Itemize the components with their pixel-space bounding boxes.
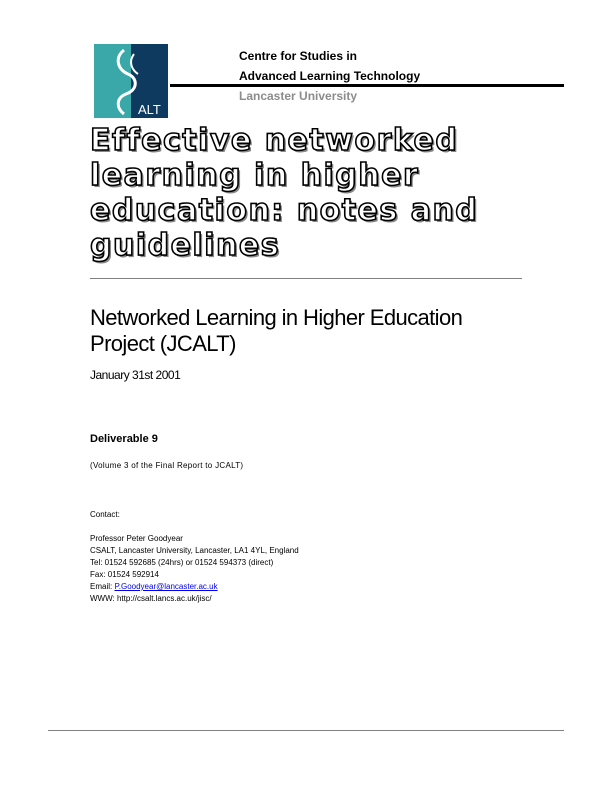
university-name: Lancaster University xyxy=(239,89,358,103)
footer-rule xyxy=(48,730,564,731)
contact-details xyxy=(90,533,299,605)
contact-www: WWW: http://csalt.lancs.ac.uk/jisc/ xyxy=(90,594,212,603)
subtitle-line: Networked Learning in Higher Education xyxy=(90,305,463,330)
email-link[interactable]: P.Goodyear@lancaster.ac.uk xyxy=(114,582,218,591)
header-rule xyxy=(170,84,564,87)
title-rule xyxy=(90,278,522,279)
logo-text: ALT xyxy=(138,102,161,117)
contact-label: Contact: xyxy=(90,510,120,519)
title-line: learning in higher xyxy=(90,158,420,193)
project-subtitle xyxy=(90,305,530,357)
title-line: guidelines xyxy=(90,228,281,263)
logo-teal-panel xyxy=(94,44,131,118)
contact-fax: Fax: 01524 592914 xyxy=(90,570,159,579)
volume-note: (Volume 3 of the Final Report to JCALT) xyxy=(90,461,244,470)
title-line: Effective networked xyxy=(90,123,459,158)
title-line: education: notes and xyxy=(90,193,479,228)
document-title xyxy=(90,123,550,263)
csalt-logo xyxy=(94,44,168,118)
contact-address: CSALT, Lancaster University, Lancaster, LA1 4YL, England xyxy=(90,546,299,555)
org-name-line1: Centre for Studies in xyxy=(239,49,358,63)
subtitle-line: Project (JCALT) xyxy=(90,331,236,356)
contact-name: Professor Peter Goodyear xyxy=(90,534,183,543)
deliverable-label: Deliverable 9 xyxy=(90,433,158,445)
contact-tel: Tel: 01524 592685 (24hrs) or 01524 594373 (direct) xyxy=(90,558,274,567)
email-prefix: Email: xyxy=(90,582,115,591)
document-date: January 31st 2001 xyxy=(90,368,181,382)
contact-email-row xyxy=(90,581,299,593)
org-name-line2: Advanced Learning Technology xyxy=(239,69,421,83)
